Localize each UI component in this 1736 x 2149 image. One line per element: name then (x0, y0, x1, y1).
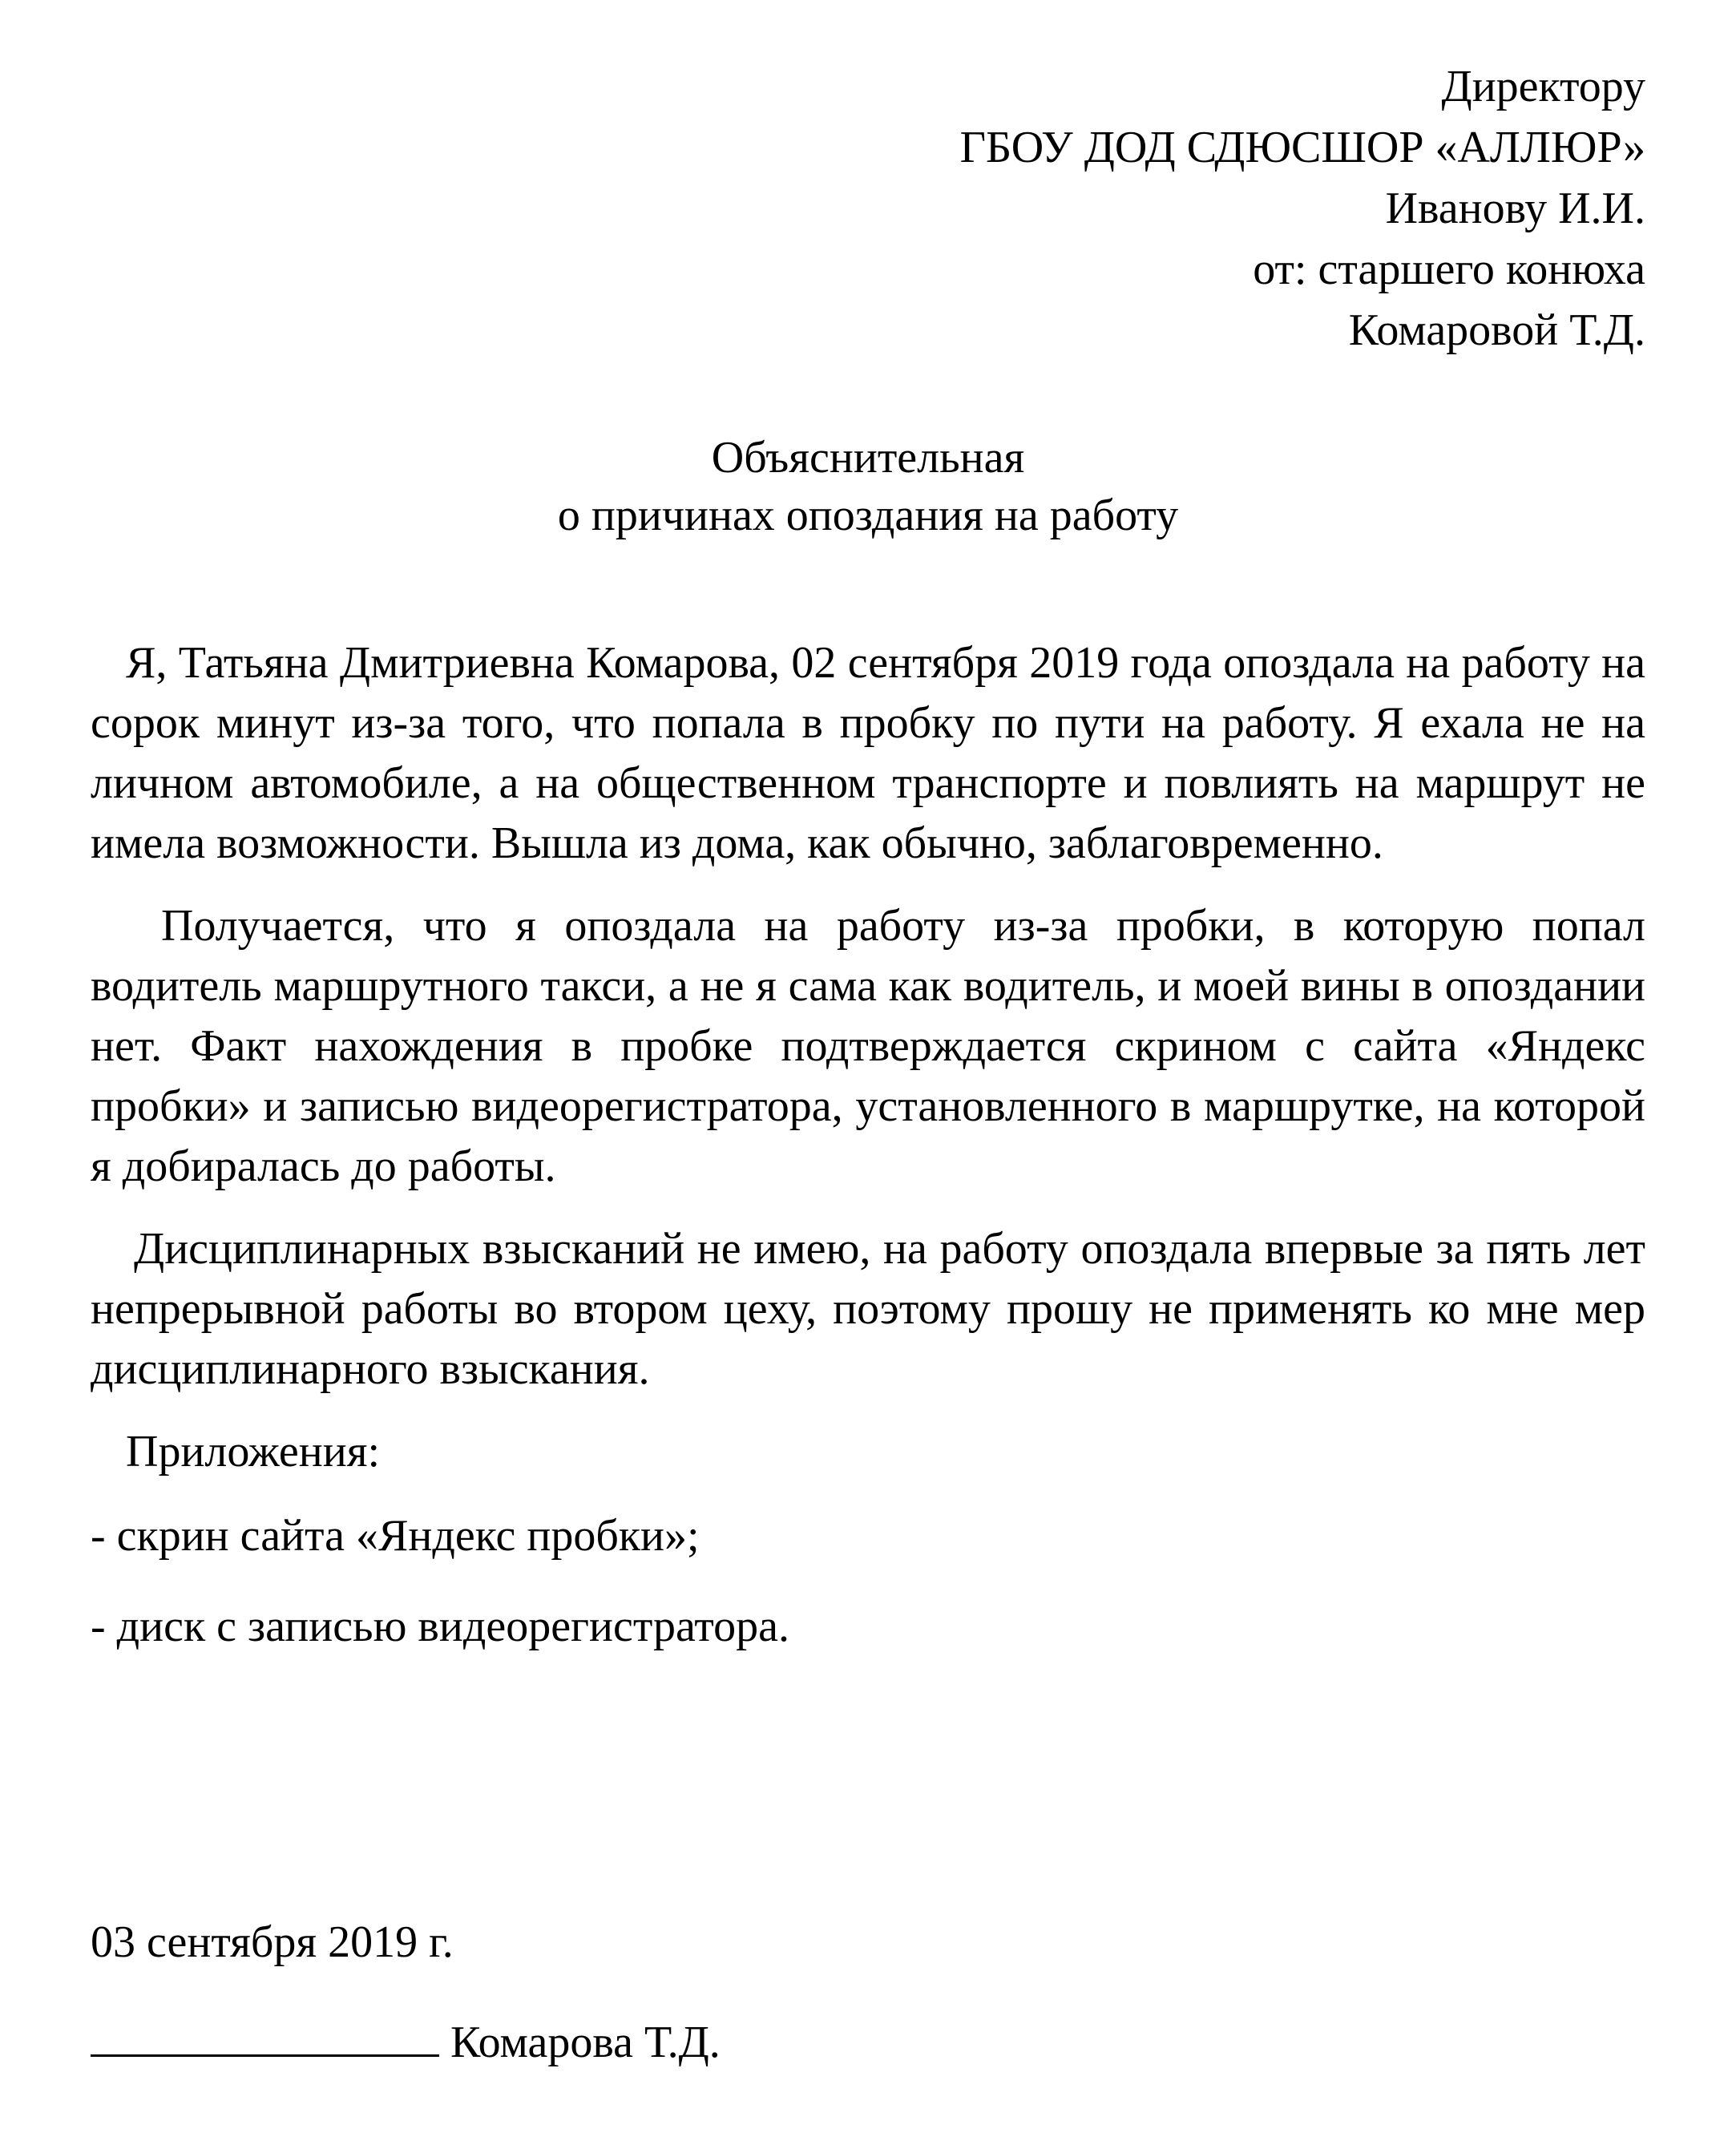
addressee-block (960, 56, 1645, 361)
sender-name: Комаровой Т.Д. (1348, 305, 1645, 355)
title-line-2: о причинах опоздания на работу (557, 491, 1179, 540)
attachment-item-1: - скрин сайта «Яндекс пробки»; (91, 1511, 700, 1561)
sender-position: от: старшего конюха (1253, 244, 1645, 294)
signature-line (91, 2008, 439, 2057)
addressee-position: Директору (1441, 62, 1645, 111)
document-date: 03 сентября 2019 г. (91, 1917, 454, 1967)
addressee-organization: ГБОУ ДОД СДЮСШОР «АЛЛЮР» (959, 123, 1645, 172)
attachments-heading: Приложения: (126, 1427, 381, 1476)
body-paragraph-1: Я, Татьяна Дмитриевна Комарова, 02 сентября 2019 года опоздала на работу на сорок минут из-за того, что попала в пробку по пути на работу. Я ехала не на личном автомобиле, а на общественном транспорте и повлиять на маршрут не имела возможности. Вышла из дома, как обычно, заблаговременно. (91, 638, 1645, 868)
document-body (91, 633, 1645, 1657)
document-title (0, 429, 1736, 544)
attachment-item-2: - диск с записью видеорегистратора. (91, 1602, 789, 1651)
addressee-name: Иванову И.И. (1385, 184, 1645, 233)
title-line-1: Объяснительная (711, 433, 1025, 483)
body-paragraph-3: Дисциплинарных взысканий не имею, на работу опоздала впервые за пять лет непрерывной работы во втором цеху, поэтому прошу не применять ко мне мер дисциплинарного взыскания. (91, 1224, 1645, 1394)
signature-block (91, 2008, 721, 2073)
signature-name: Комарова Т.Д. (450, 2018, 721, 2067)
body-paragraph-2: Получается, что я опоздала на работу из-за пробки, в которую попал водитель маршрутного такси, а не я сама как водитель, и моей вины в опоздании нет. Факт нахождения в пробке подтверждается скрином с сайта «Яндекс пробки» и записью видеорегистратора, установленного в маршрутке, на которой я добиралась до работы. (91, 901, 1645, 1191)
